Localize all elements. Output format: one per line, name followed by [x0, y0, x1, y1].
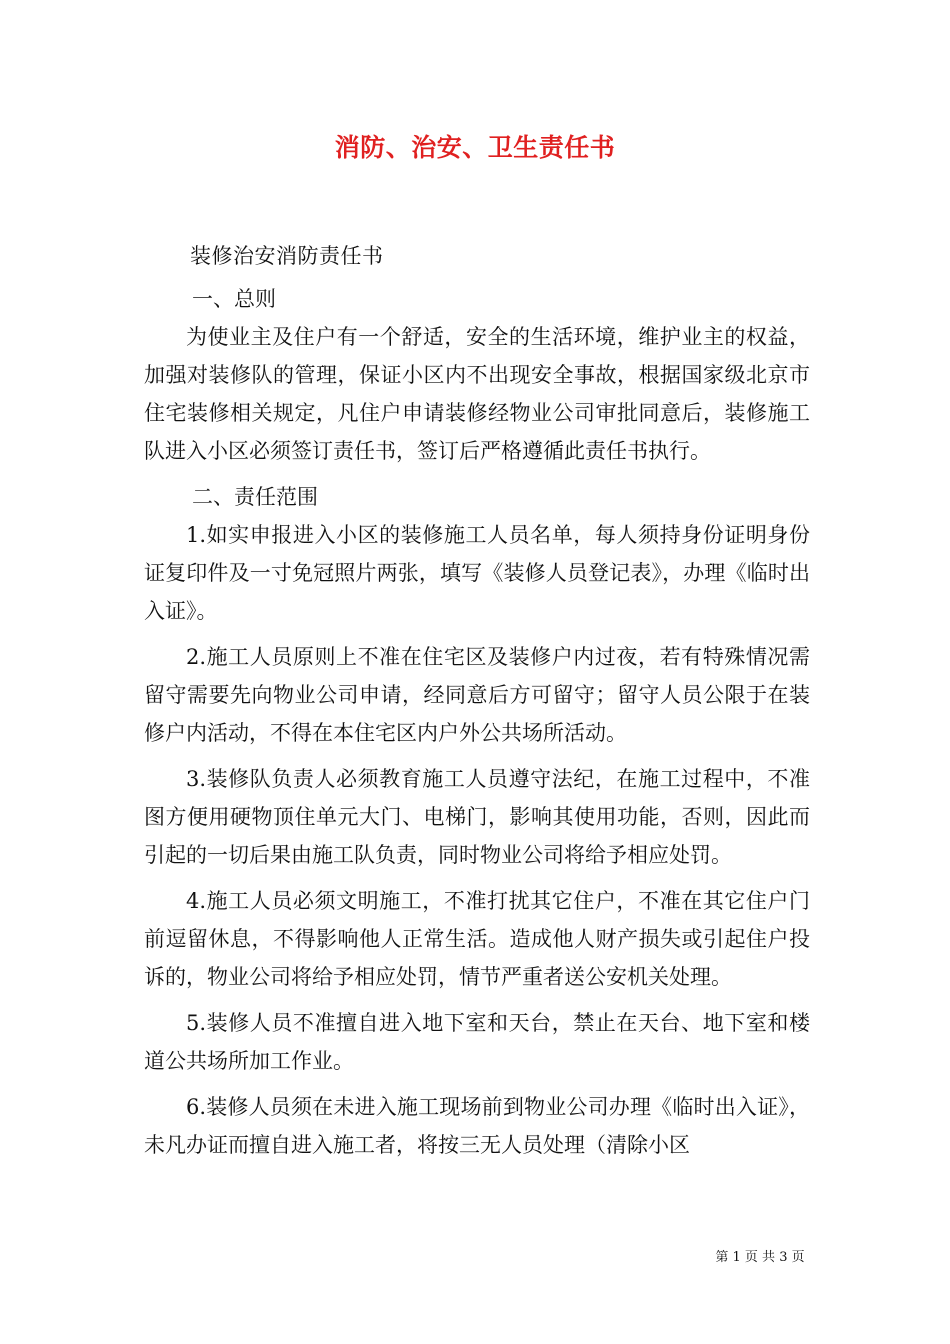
section-heading-scope: 二、责任范围: [192, 485, 318, 509]
page-number: 第 1 页 共 3 页: [715, 1250, 805, 1265]
list-item: 4.施工人员必须文明施工，不准打扰其它住户，不准在其它住户门前逗留休息，不得影响他人正常生活。造成他人财产损失或引起住户投诉的，物业公司将给予相应处罚，情节严重者送公安机关处理。: [144, 889, 810, 989]
list-item: 5.装修人员不准擅自进入地下室和天台，禁止在天台、地下室和楼道公共场所加工作业。: [144, 1011, 810, 1073]
document-subtitle: 装修治安消防责任书: [190, 244, 384, 268]
list-item: 1.如实申报进入小区的装修施工人员名单，每人须持身份证明身份证复印件及一寸免冠照片两张，填写《装修人员登记表》，办理《临时出入证》。: [144, 523, 810, 623]
list-item: 3.装修队负责人必须教育施工人员遵守法纪，在施工过程中，不准图方便用硬物顶住单元大门、电梯门，影响其使用功能，否则，因此而引起的一切后果由施工队负责，同时物业公司将给予相应处罚。: [144, 767, 810, 867]
list-item: 6.装修人员须在未进入施工现场前到物业公司办理《临时出入证》，未凡办证而擅自进入施工者，将按三无人员处理（清除小区: [144, 1095, 810, 1157]
list-item: 2.施工人员原则上不准在住宅区及装修户内过夜，若有特殊情况需留守需要先向物业公司申请，经同意后方可留守；留守人员公限于在装修户内活动，不得在本住宅区内户外公共场所活动。: [144, 645, 810, 745]
section-heading-general: 一、总则: [192, 287, 276, 311]
document-body: [144, 280, 810, 1172]
paragraph-general: 为使业主及住户有一个舒适，安全的生活环境，维护业主的权益，加强对装修队的管理，保证小区内不出现安全事故，根据国家级北京市住宅装修相关规定，凡住户申请装修经物业公司审批同意后，装修施工队进入小区必须签订责任书，签订后严格遵循此责任书执行。: [144, 325, 810, 463]
page-footer: [0, 1246, 950, 1265]
document-title: 消防、治安、卫生责任书: [334, 133, 616, 162]
